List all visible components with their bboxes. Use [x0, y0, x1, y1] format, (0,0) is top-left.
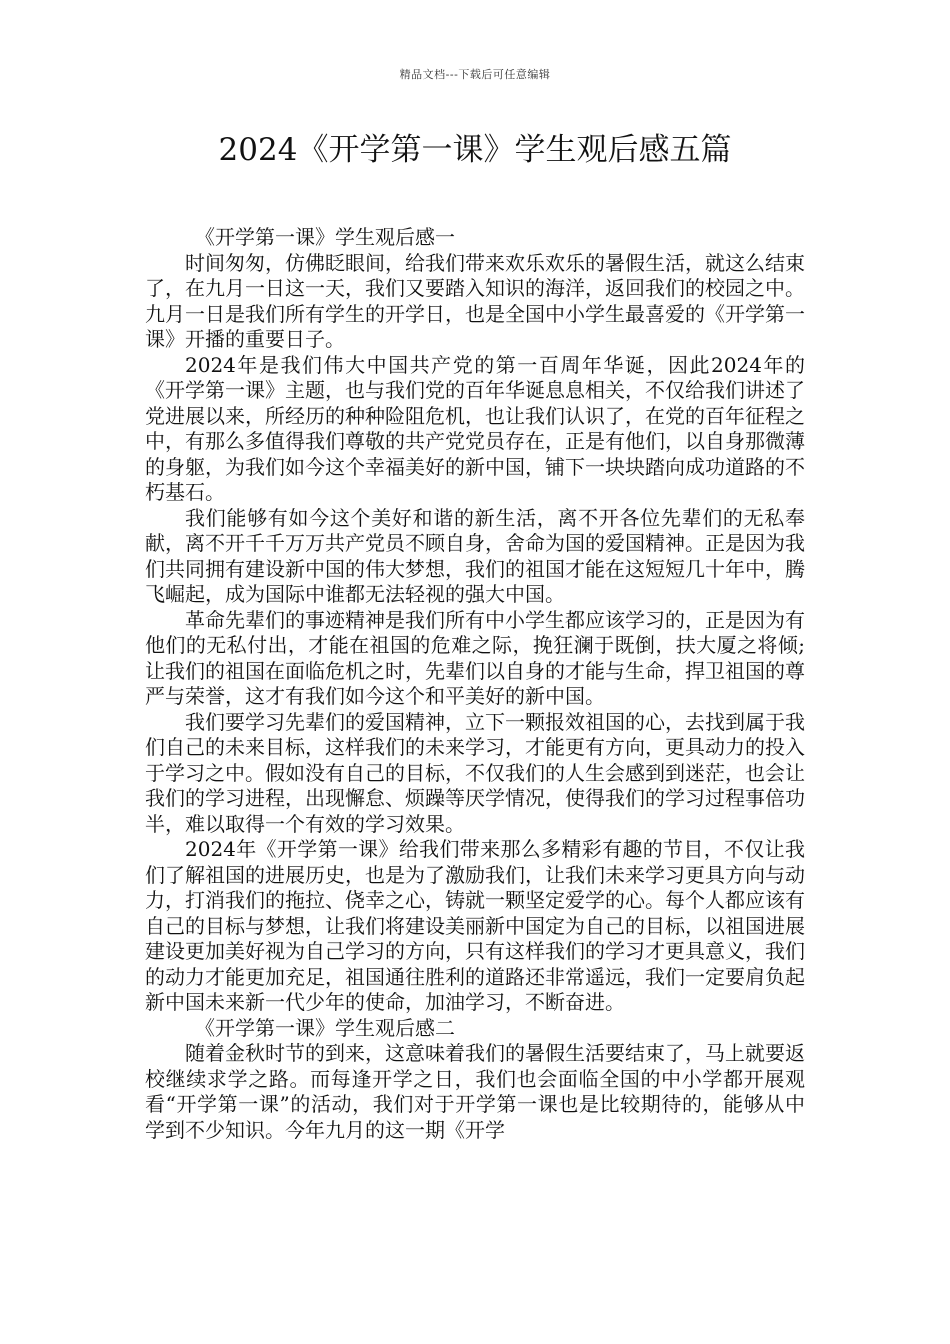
body-paragraph: 随着金秋时节的到来，这意味着我们的暑假生活要结束了，马上就要返校继续求学之路。而每逢开学之日，我们也会面临全国的中小学都开展观看“开学第一课”的活动，我们对于开学第一课也是比较期待的，能够从中学到不少知识。今年九月的这一期《开学	[145, 1041, 805, 1142]
body-paragraph: 我们能够有如今这个美好和谐的新生活，离不开各位先辈们的无私奉献，离不开千千万万共产党员不顾自身，舍命为国的爱国精神。正是因为我们共同拥有建设新中国的伟大梦想，我们的祖国才能在这短短几十年中，腾飞崛起，成为国际中谁都无法轻视的强大中国。	[145, 505, 805, 606]
document-body	[145, 225, 805, 1143]
body-paragraph: 时间匆匆，仿佛眨眼间，给我们带来欢乐欢乐的暑假生活，就这么结束了，在九月一日这一天，我们又要踏入知识的海洋，返回我们的校园之中。九月一日是我们所有学生的开学日，也是全国中小学生最喜爱的《开学第一课》开播的重要日子。	[145, 250, 805, 351]
body-paragraph: 2024年《开学第一课》给我们带来那么多精彩有趣的节目，不仅让我们了解祖国的进展历史，也是为了激励我们，让我们未来学习更具方向与动力，打消我们的拖拉、侥幸之心，铸就一颗坚定爱学的心。每个人都应该有自己的目标与梦想，让我们将建设美丽新中国定为自己的目标，以祖国进展建设更加美好视为自己学习的方向，只有这样我们的学习才更具意义，我们的动力才能更加充足，祖国通往胜利的道路还非常遥远，我们一定要肩负起新中国未来新一代少年的使命，加油学习，不断奋进。	[145, 837, 805, 1014]
page-header-note: 精品文档---下载后可任意编辑	[399, 68, 551, 81]
section-heading: 《开学第一课》学生观后感二	[195, 1015, 455, 1040]
document-title: 2024《开学第一课》学生观后感五篇	[218, 132, 732, 168]
body-paragraph: 我们要学习先辈们的爱国精神，立下一颗报效祖国的心，去找到属于我们自己的未来目标，这样我们的未来学习，才能更有方向，更具动力的投入于学习之中。假如没有自己的目标，不仅我们的人生会感到到迷茫，也会让我们的学习进程，出现懈怠、烦躁等厌学情况，使得我们的学习过程事倍功半，难以取得一个有效的学习效果。	[145, 709, 805, 836]
body-paragraph: 革命先辈们的事迹精神是我们所有中小学生都应该学习的，正是因为有他们的无私付出，才能在祖国的危难之际，挽狂澜于既倒，扶大厦之将倾;让我们的祖国在面临危机之时，先辈们以自身的才能与生命，捍卫祖国的尊严与荣誉，这才有我们如今这个和平美好的新中国。	[145, 607, 805, 708]
section-heading: 《开学第一课》学生观后感一	[195, 225, 455, 249]
body-paragraph: 2024年是我们伟大中国共产党的第一百周年华诞，因此2024年的《开学第一课》主题，也与我们党的百年华诞息息相关，不仅给我们讲述了党进展以来，所经历的种种险阻危机，也让我们认识了，在党的百年征程之中，有那么多值得我们尊敬的共产党党员存在，正是有他们，以自身那微薄的身躯，为我们如今这个幸福美好的新中国，铺下一块块踏向成功道路的不朽基石。	[145, 352, 805, 504]
